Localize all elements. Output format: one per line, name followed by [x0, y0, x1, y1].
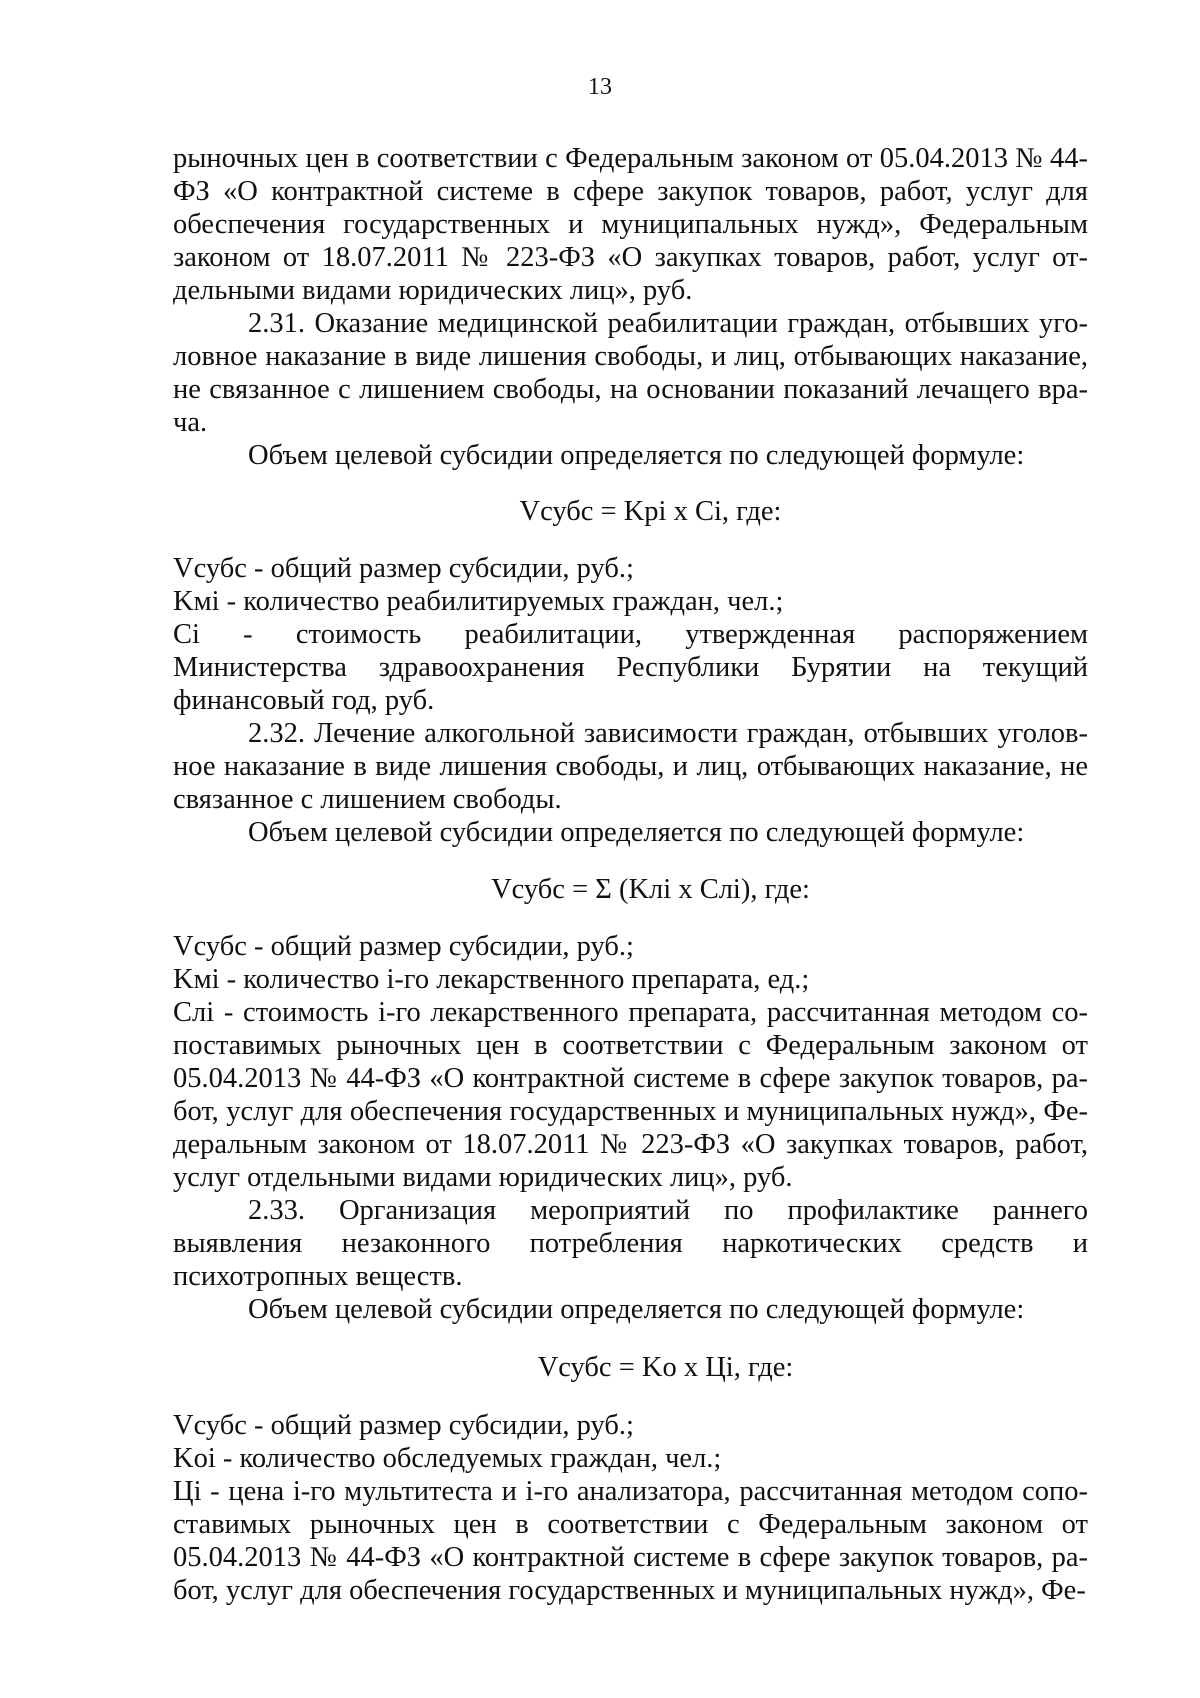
formula-2: Vсубс = Σ (Kлi x Cлi), где:: [491, 874, 810, 905]
paragraph-formula-intro: Объем целевой субсидии определяется по следующей формуле:: [248, 440, 1025, 471]
definition-vsubs: Vсубс - общий размер субсидии, руб.;: [173, 1410, 634, 1441]
definition-kmi: Kмi - количество реабилитируемых граждан, чел.;: [173, 586, 784, 617]
paragraph-formula-intro: Объем целевой субсидии определяется по следующей формуле:: [248, 1294, 1025, 1325]
definition-kmi: Kмi - количество i-го лекарственного препарата, ед.;: [173, 964, 810, 995]
paragraph-continuation: рыночных цен в соответствии с Федеральным законом от 05.04.2013 № 44-ФЗ «О контрактной системе в сфере закупок товаров, работ, услуг для обеспечения государственных и муниципальных нужд», Федеральным законом от 18.07.2011 № 223-ФЗ «О закупках товаров, работ, услуг отдельными видами юридических лиц», руб.: [173, 143, 1088, 306]
formula-1: Vсубс = Kpi x Ci, где:: [519, 496, 782, 527]
formula-3: Vсубс = Ko x Цi, где:: [537, 1352, 794, 1383]
paragraph-2-31: 2.31. Оказание медицинской реабилитации граждан, отбывших уголовное наказание в виде лишения свободы, и лиц, отбывающих наказание, не связанное с лишением свободы, на основании показаний лечащего врача.: [173, 308, 1088, 438]
document-body: [173, 142, 1088, 1607]
definition-vsubs: Vсубс - общий размер субсидии, руб.;: [173, 931, 634, 962]
paragraph-2-32: 2.32. Лечение алкогольной зависимости граждан, отбывших уголовное наказание в виде лишения свободы, и лиц, отбывающих наказание, не связанное с лишением свободы.: [173, 718, 1088, 815]
definition-cli: Cлi - стоимость i-го лекарственного препарата, рассчитанная методом сопоставимых рыночных цен в соответствии с Федеральным законом от 05.04.2013 № 44-ФЗ «О контрактной системе в сфере закупок товаров, работ, услуг для обеспечения государственных и муниципальных нужд», Федеральным законом от 18.07.2011 № 223-ФЗ «О закупках товаров, работ, услуг отдельными видами юридических лиц», руб.: [173, 997, 1088, 1193]
definition-ci: Ci - стоимость реабилитации, утвержденная распоряжением Министерства здравоохранения Республики Бурятии на текущий финансовый год, руб.: [173, 619, 1088, 716]
definition-koi: Koi - количество обследуемых граждан, чел.;: [173, 1443, 722, 1474]
definition-tsi: Цi - цена i-го мультитеста и i-го анализатора, рассчитанная методом сопоставимых рыночных цен в соответствии с Федеральным законом от 05.04.2013 № 44-ФЗ «О контрактной системе в сфере закупок товаров, работ, услуг для обеспечения государственных и муниципальных нужд», Фе-: [173, 1476, 1088, 1606]
paragraph-2-33: 2.33. Организация мероприятий по профилактике раннего выявления незаконного потребления наркотических средств и психотропных веществ.: [173, 1195, 1088, 1292]
paragraph-formula-intro: Объем целевой субсидии определяется по следующей формуле:: [248, 817, 1025, 848]
definition-vsubs: Vсубс - общий размер субсидии, руб.;: [173, 553, 634, 584]
page-number: 13: [588, 74, 612, 100]
